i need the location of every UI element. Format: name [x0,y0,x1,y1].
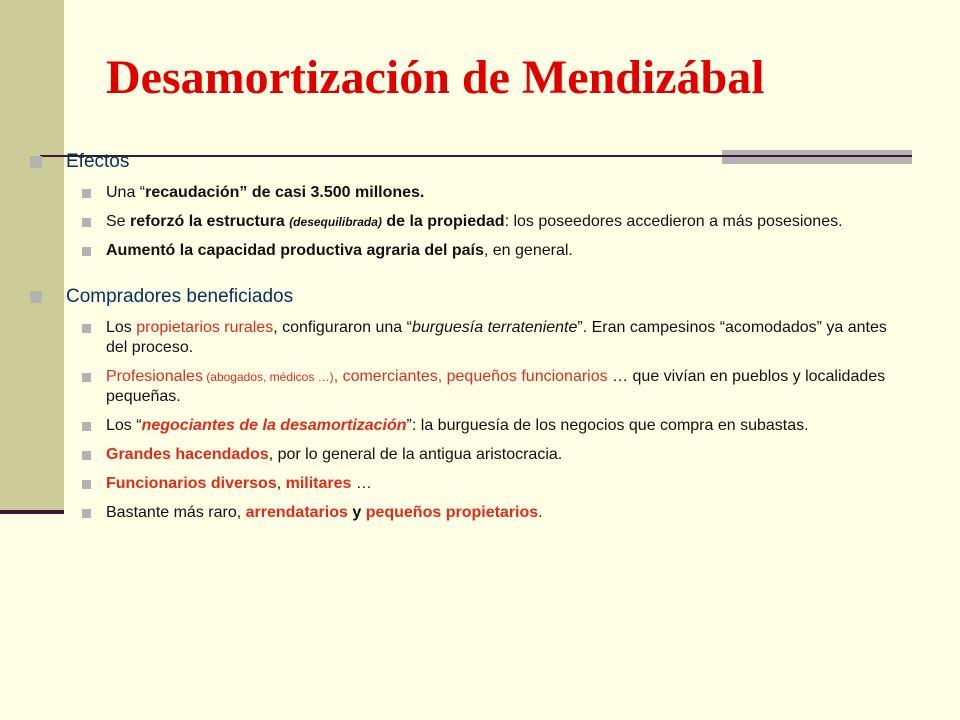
list-item: Profesionales (abogados, médicos …), comerciantes, pequeños funcionarios … que vivían en pueblos y localidades pequeñas. [66,367,910,407]
list-item: Aumentó la capacidad productiva agraria del país, en general. [66,241,910,261]
section-efectos [30,150,910,261]
bullet-list [66,183,910,261]
list-item: Los “negociantes de la desamortización”: la burguesía de los negocios que compra en subastas. [66,416,910,436]
section-heading: Compradores beneficiados [66,285,910,309]
list-item: Una “recaudación” de casi 3.500 millones. [66,183,910,203]
bullet-list [66,318,910,523]
section-compradores [30,285,910,523]
list-item: Bastante más raro, arrendatarios y pequeños propietarios. [66,503,910,523]
list-item: Grandes hacendados, por lo general de la antigua aristocracia. [66,445,910,465]
list-item: Funcionarios diversos, militares … [66,474,910,494]
slide-title: Desamortización de Mendizábal [106,51,765,104]
list-item: Se reforzó la estructura (desequilibrada) de la propiedad: los poseedores accedieron a más posesiones. [66,212,910,232]
slide-content [30,150,910,523]
list-item: Los propietarios rurales, configuraron una “burguesía terrateniente”. Eran campesinos “acomodados” ya antes del proceso. [66,318,910,358]
section-heading: Efectos [66,150,910,174]
